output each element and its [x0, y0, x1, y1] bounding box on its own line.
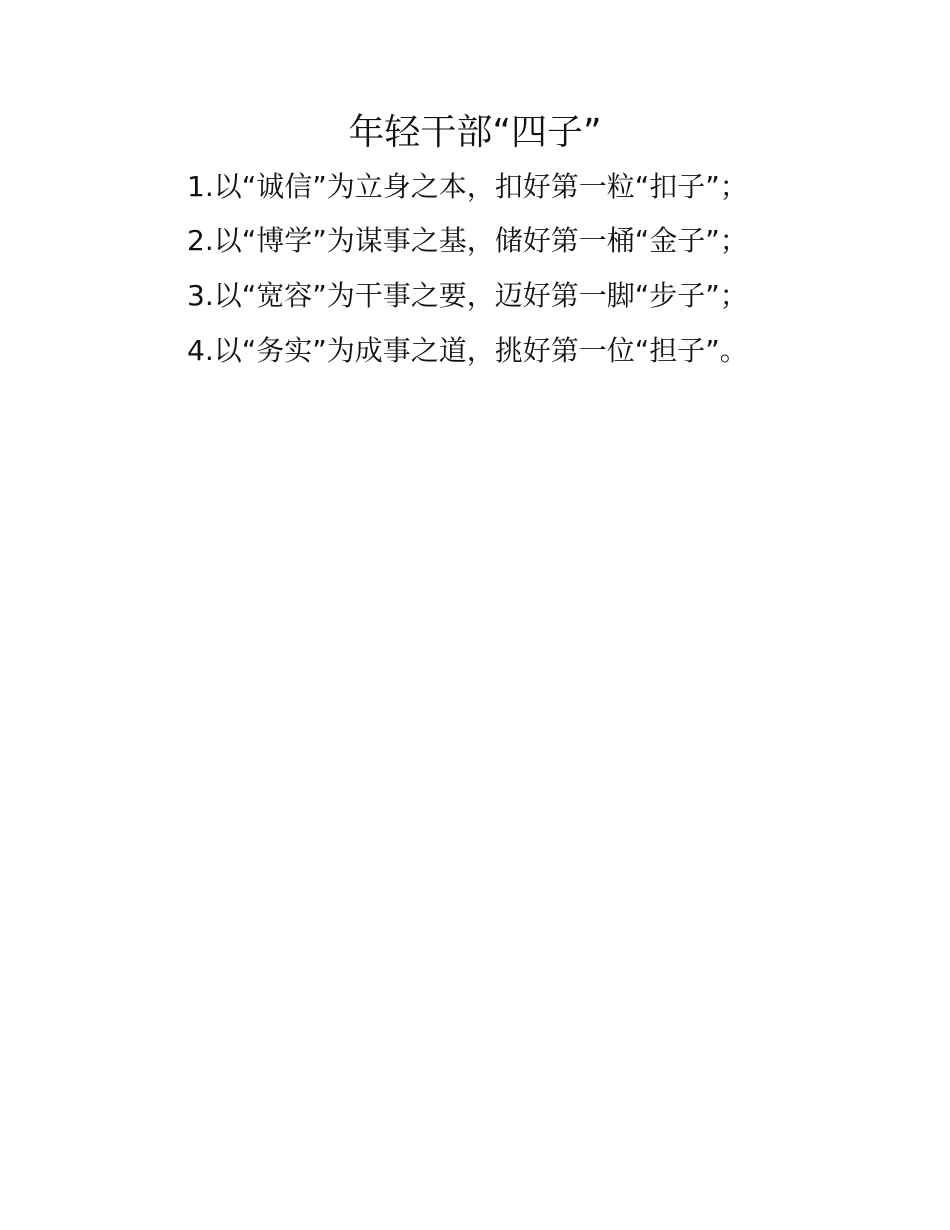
document-title: 年轻干部“四子”	[348, 112, 602, 153]
document-line-2: 2.以“博学”为谋事之基，储好第一桶“金子”；	[187, 224, 748, 257]
document-line-4: 4.以“务实”为成事之道，挑好第一位“担子”。	[187, 334, 748, 367]
document-line-1: 1.以“诚信”为立身之本，扣好第一粒“扣子”；	[187, 170, 748, 203]
document-line-3: 3.以“宽容”为干事之要，迈好第一脚“步子”；	[187, 279, 748, 312]
